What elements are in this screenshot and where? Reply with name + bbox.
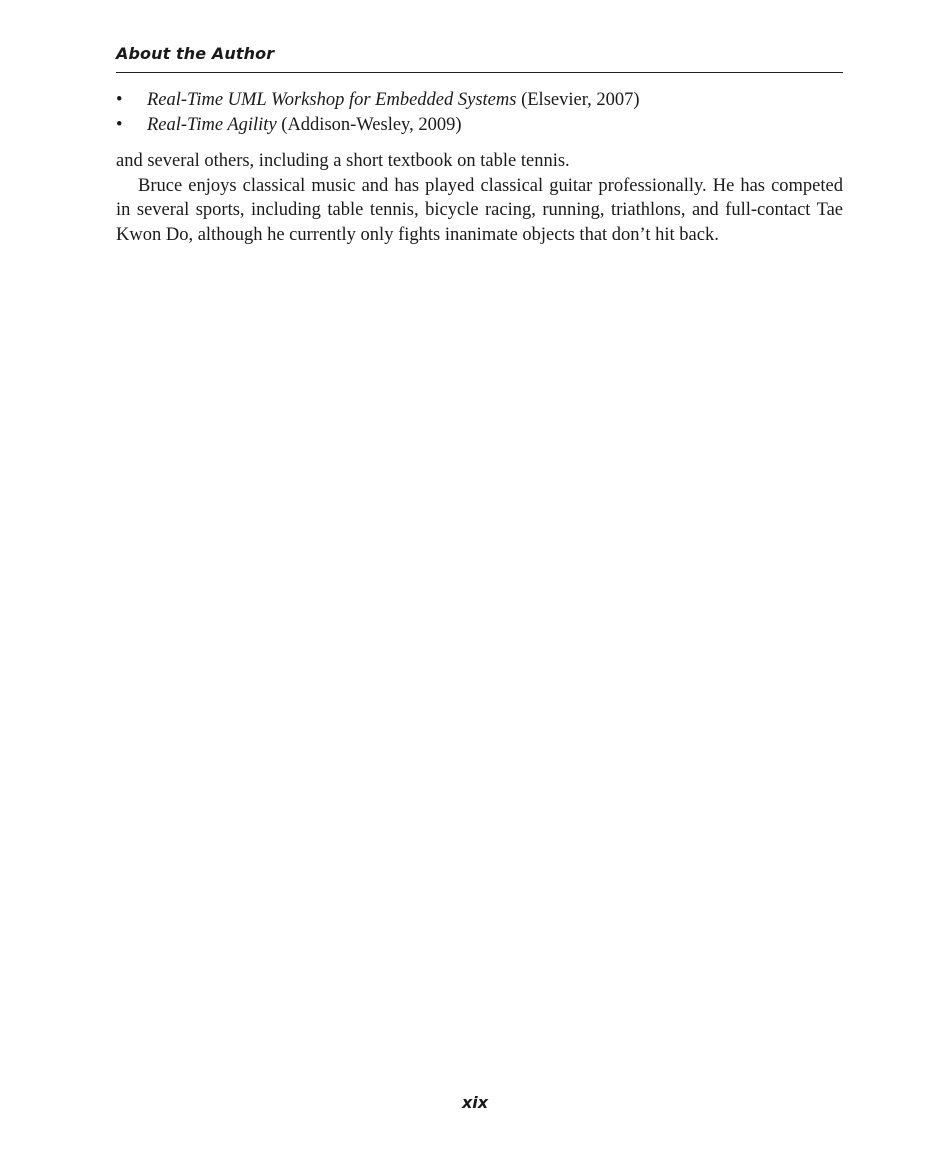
- publisher-note: (Addison-Wesley, 2009): [281, 114, 462, 135]
- bullet-icon: •: [116, 114, 123, 135]
- bullet-icon: •: [116, 90, 123, 110]
- running-header: [116, 43, 843, 73]
- publisher-note: (Elsevier, 2007): [521, 90, 640, 110]
- running-head-title: About the Author: [116, 44, 275, 63]
- list-item: [116, 113, 843, 138]
- list-item: [116, 88, 843, 113]
- book-title: Real-Time Agility: [147, 114, 277, 135]
- book-list: [116, 88, 843, 137]
- body-paragraph: and several others, including a short textbook on table tennis.: [116, 151, 570, 171]
- page-number: xix: [461, 1093, 489, 1112]
- book-title: Real-Time UML Workshop for Embedded Systems: [147, 90, 517, 110]
- body-paragraph: Bruce enjoys classical music and has played classical guitar professionally. He has competed in several sports, including table tennis, bicycle racing, running, triathlons, and full-contact Tae Kwon Do, although he currently only fights inanimate objects that don’t hit back.: [116, 175, 843, 245]
- page-content: [116, 88, 843, 247]
